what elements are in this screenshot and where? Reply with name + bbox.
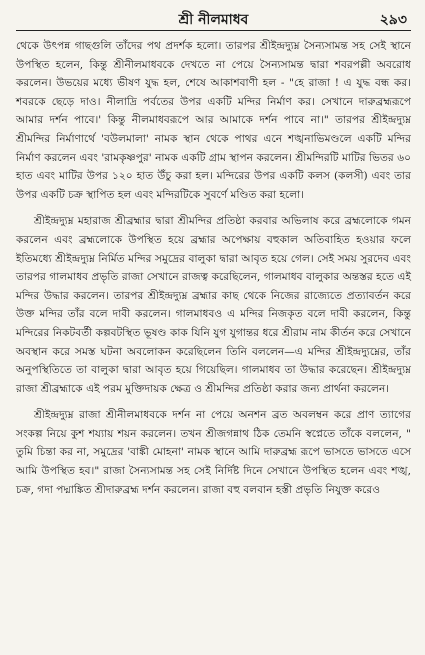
page-header — [16, 0, 411, 30]
paragraph-1: থেকে উৎপন্ন গাছগুলি তাঁদের পথ প্রদর্শক হলো। তারপর শ্রীইন্দ্রদ্যুম্ন সৈন্যসামন্ত সহ সেই স্থানে উপস্থিত হলেন, কিন্তু শ্রীনীলমাধবকে দেখতে না পেয়ে সৈন্যসামন্ত দ্বারা শবরপল্লী অবরোধ করলেন। উভয়ের মধ্যে ভীষণ যুদ্ধ হল, শেষে আকাশবাণী হল - "হে রাজা ! এ যুদ্ধ বন্ধ কর। শবরকে ছেড়ে দাও। নীলাদ্রি পর্বতের উপর একটি মন্দির নির্মাণ কর। সেখানে দারুব্রহ্মরূপে আমার দর্শন পাবে।' কিন্তু নীলমাধবরূপে আর আমাকে দর্শন পাবে না।" তারপর শ্রীইন্দ্রদ্যুম্ন শ্রীমন্দির নির্মাণার্থে 'বউলমালা' নামক স্থান থেকে পাথর এনে শঙ্খনাভিমণ্ডলে একটি মন্দির নির্মাণ করলেন এবং 'রামকৃষ্ণপুর' নামক একটি গ্রাম স্থাপন করলেন। শ্রীমন্দিরটি মাটির ভিতর ৬০ হাত এবং মাটির উপর ১২০ হাত উঁচু করা হল। মন্দিরের উপর একটি কলস (কলসী) এবং তার উপর একটি চক্র স্থাপিত হল এবং মন্দিরটিকে সুবর্ণে মণ্ডিত করা হলো। — [16, 40, 411, 201]
running-title: শ্রী নীলমাধব — [178, 12, 249, 28]
paragraph-2: শ্রীইন্দ্রদ্যুম্ন মহারাজ শ্রীব্রহ্মার দ্বারা শ্রীমন্দির প্রতিষ্ঠা করবার অভিলাষ করে ব্রহ্মলোকে গমন করলেন এবং ব্রহ্মলোকে উপস্থিত হয়ে ব্রহ্মার অপেক্ষায় বহুকাল অতিবাহিত হওয়ার ফলে ইতিমধ্যে শ্রীইন্দ্রদ্যুম্ন নির্মিত মন্দির সমুদ্রের বালুকা দ্বারা আবৃত হয়ে গেল। সেই সময় সুরদেব এবং তারপর গালমাধব প্রভৃতি রাজা সেখানে রাজত্ব করেছিলেন, গালমাধব বালুকার অন্তস্তর হতে এই মন্দির উদ্ধার করলেন। তারপর শ্রীইন্দ্রদ্যুম্ন ব্রহ্মার কাছ থেকে নিজের রাজ্যেতে প্রত্যাবর্তন করে উক্ত মন্দির তাঁর বলে দাবী করলেন। গালমাধবও এ মন্দির নিজকৃত বলে দাবী করলেন, কিন্তু মন্দিরের নিকটবর্তী কল্পবটস্থিত ভূষণ্ড কাক যিনি যুগ যুগান্তর ধরে শ্রীরাম নাম কীর্তন করে সেখানে অবস্থান করে সমস্ত ঘটনা অবলোকন করেছিলেন তিনি বললেন—এ মন্দির শ্রীইন্দ্রদ্যুম্নের, তাঁর অনুপস্থিতিতে তা বালুকা দ্বারা আবৃত হয়ে গিয়েছিল। গালমাধব তা উদ্ধার করেছেন। শ্রীইন্দ্রদ্যুম্ন রাজা শ্রীব্রহ্মাকে এই পরম মুক্তিদায়ক ক্ষেত্র ও শ্রীমন্দির প্রতিষ্ঠা করার জন্য প্রার্থনা করলেন। — [16, 215, 411, 395]
page-number: ২৯৩ — [379, 12, 407, 28]
paragraph-3: শ্রীইন্দ্রদ্যুম্ন রাজা শ্রীনীলমাধবকে দর্শন না পেয়ে অনশন ব্রত অবলম্বন করে প্রাণ ত্যাগের সংকল্প নিয়ে কুশ শয্যায় শয়ন করলেন। তখন শ্রীজগন্নাথ ঠিক তেমনি স্বপ্নেতে তাঁকে বললেন, " তুমি চিন্তা কর না, সমুদ্রের 'বাঙ্কী মোহনা' নামক স্থানে আমি দারুব্রহ্ম রূপে ভাসতে ভাসতে এসে আমি উপস্থিত হব।" রাজা সৈন্যসামন্ত সহ সেই নির্দিষ্ট দিনে সেখানে উপস্থিত হলেন এবং শঙ্খ, চক্র, গদা পদ্মাঙ্কিত শ্রীদারুব্রহ্ম দর্শন করলেন। রাজা বহু বলবান হস্তী প্রভৃতি নিযুক্ত করেও — [16, 409, 411, 496]
